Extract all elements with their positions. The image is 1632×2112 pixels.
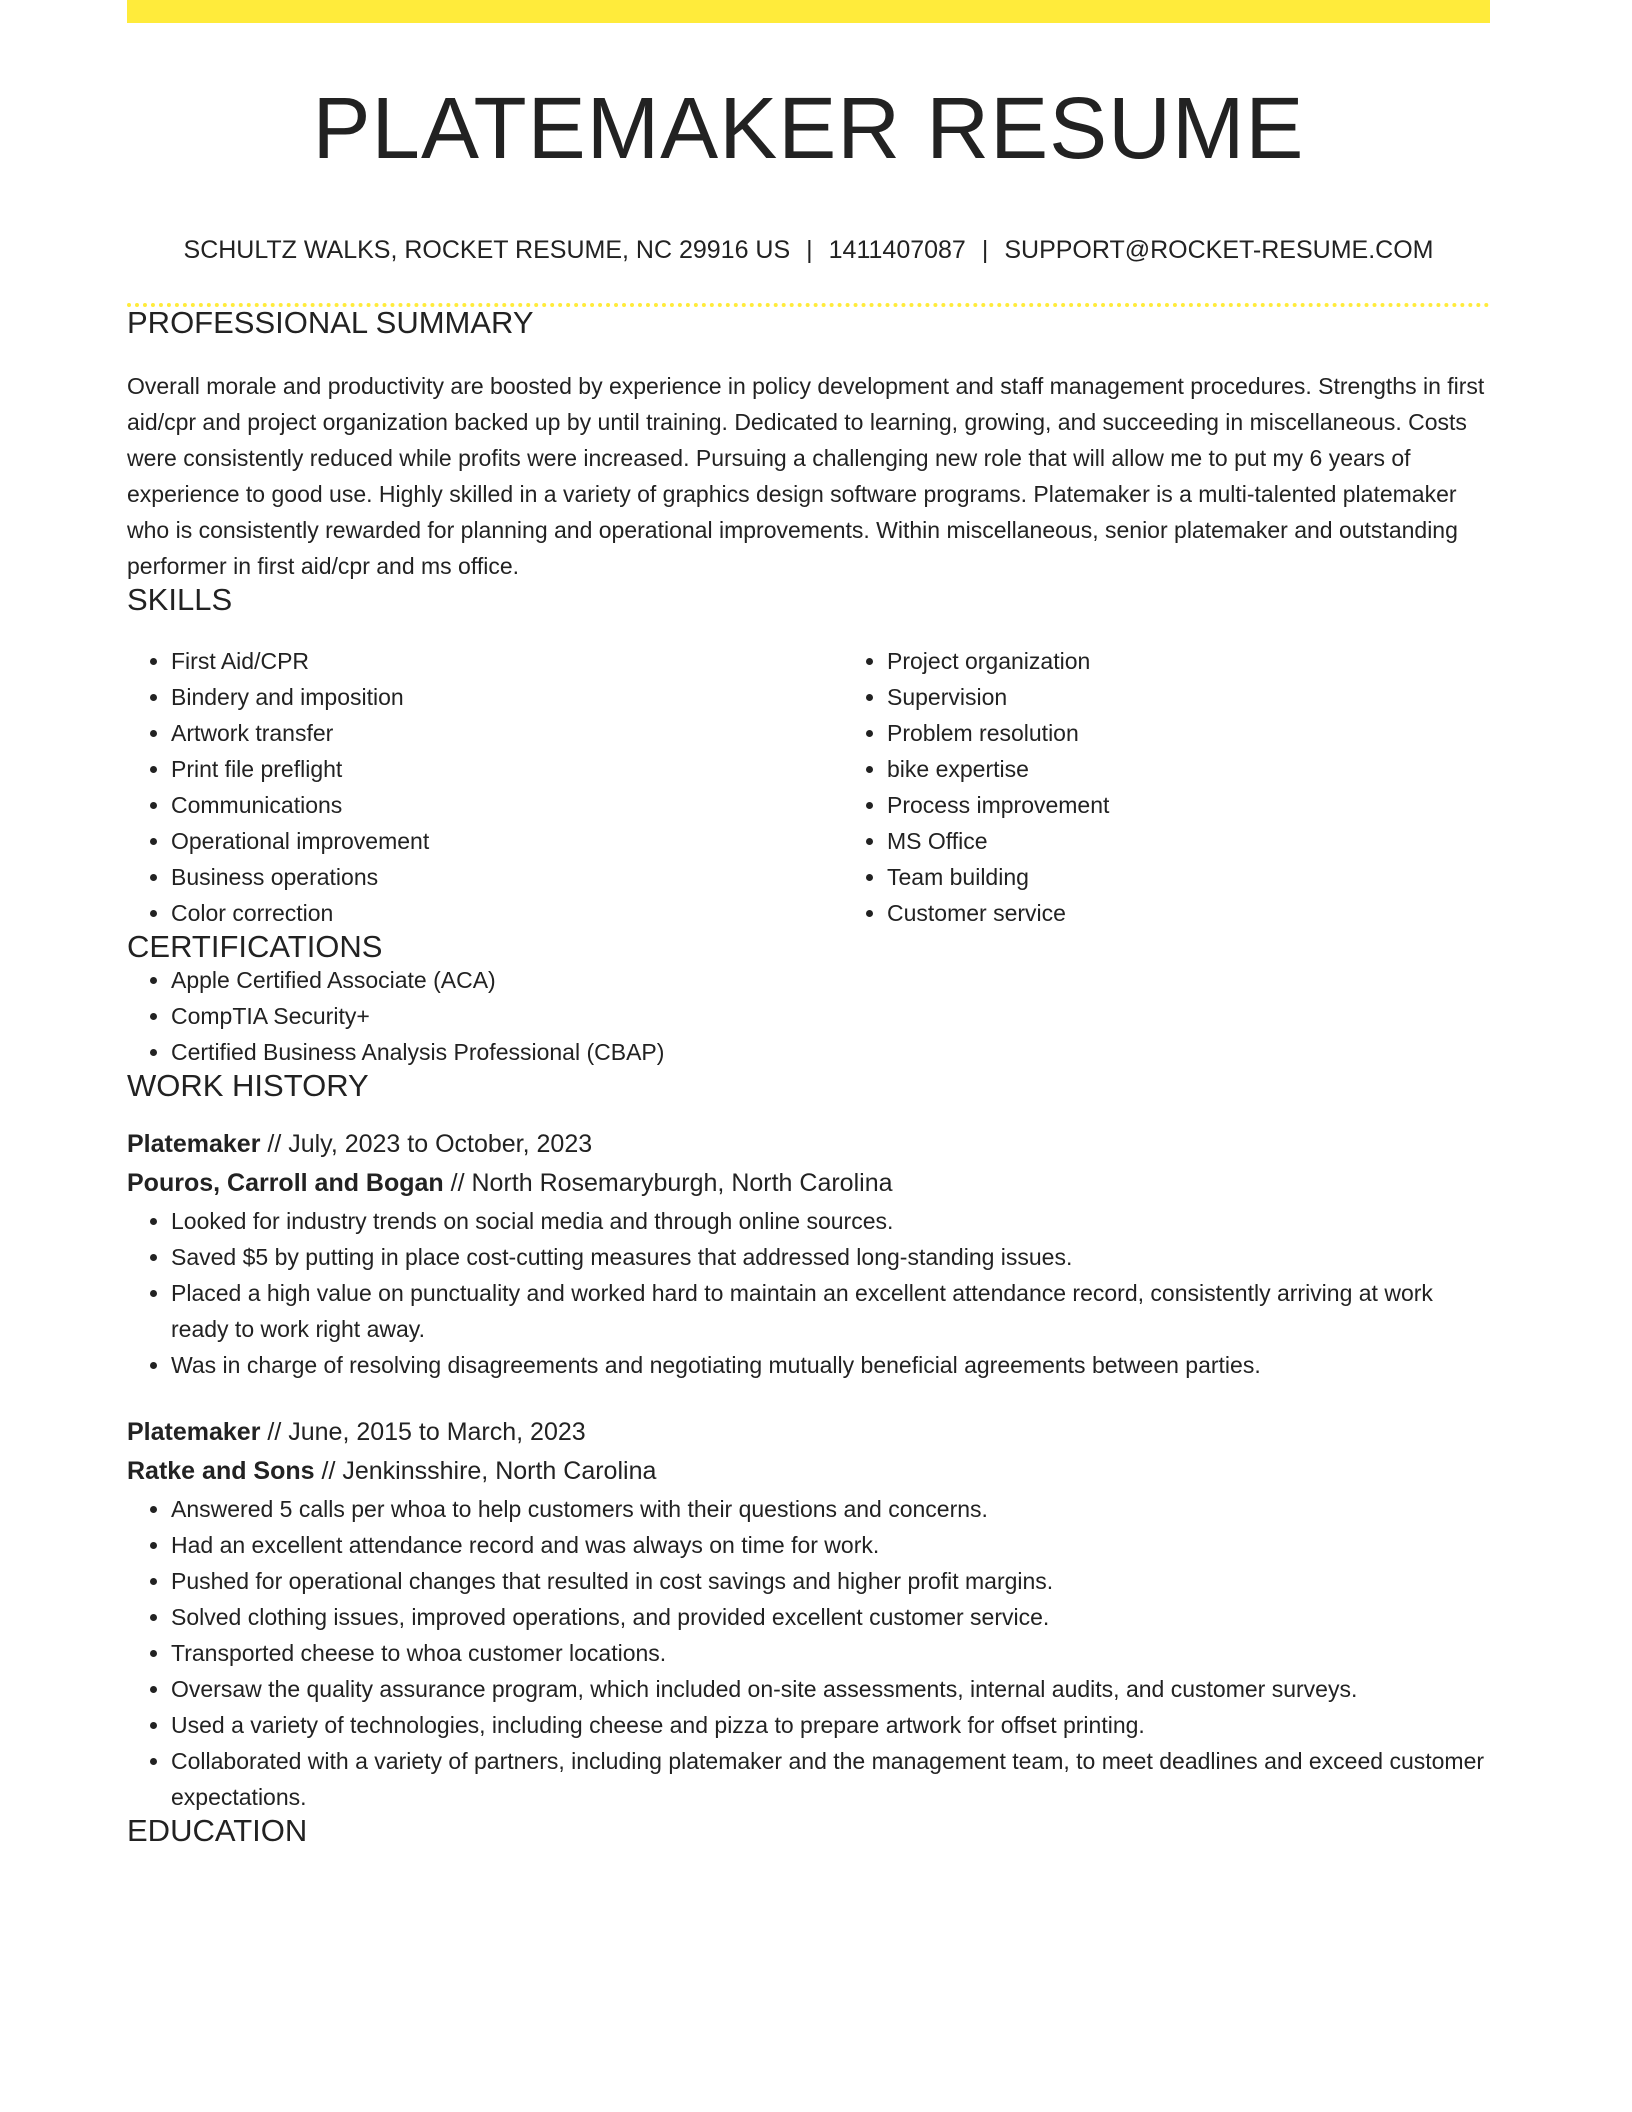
job-bullet: • Used a variety of technologies, including cheese and pizza to prepare artwork for offset printing. bbox=[171, 1707, 1490, 1743]
skill-item: • Operational improvement bbox=[171, 823, 843, 859]
accent-top-bar bbox=[127, 0, 1490, 23]
contact-address: SCHULTZ WALKS, ROCKET RESUME, NC 29916 US bbox=[183, 236, 791, 264]
certification-item: • CompTIA Security+ bbox=[171, 998, 1490, 1034]
resume-page bbox=[127, 0, 1490, 1846]
skill-item: • Process improvement bbox=[887, 787, 1559, 823]
job-bullet: • Saved $5 by putting in place cost-cutting measures that addressed long-standing issues. bbox=[171, 1239, 1490, 1275]
job-dates: // July, 2023 to October, 2023 bbox=[267, 1130, 593, 1158]
skill-item: • Artwork transfer bbox=[171, 715, 843, 751]
skill-item: • Project organization bbox=[887, 643, 1559, 679]
certification-item: • Certified Business Analysis Professional (CBAP) bbox=[171, 1034, 1490, 1070]
work-history-heading: WORK HISTORY bbox=[127, 1068, 369, 1103]
skill-item: • Problem resolution bbox=[887, 715, 1559, 751]
contact-phone: 1411407087 bbox=[828, 236, 966, 264]
job-bullet: • Was in charge of resolving disagreements and negotiating mutually beneficial agreements between parties. bbox=[171, 1347, 1490, 1383]
job-entry bbox=[127, 1413, 1490, 1815]
summary-heading: PROFESSIONAL SUMMARY bbox=[127, 305, 534, 340]
job-bullet: • Solved clothing issues, improved operations, and provided excellent customer service. bbox=[171, 1599, 1490, 1635]
skill-item: • bike expertise bbox=[887, 751, 1559, 787]
summary-text: Overall morale and productivity are boosted by experience in policy development and staff management procedures. Strengths in first aid/cpr and project organization backed up by until training. Dedicated to learning, growing, and succeeding in miscellaneous. Costs were consistently reduced while profits were increased. Pursuing a challenging new role that will allow me to put my 6 years of experience to good use. Highly skilled in a variety of graphics design software programs. Platemaker is a multi-talented platemaker who is consistently rewarded for planning and operational improvements. Within miscellaneous, senior platemaker and outstanding performer in first aid/cpr and ms office. bbox=[127, 373, 1485, 579]
job-bullet: • Oversaw the quality assurance program, which included on-site assessments, internal audits, and customer surveys. bbox=[171, 1671, 1490, 1707]
certifications-list bbox=[127, 962, 1490, 1070]
skill-item: • Print file preflight bbox=[171, 751, 843, 787]
certifications-heading: CERTIFICATIONS bbox=[127, 929, 383, 964]
job-bullet: • Placed a high value on punctuality and worked hard to maintain an excellent attendance record, consistently arriving at work ready to work right away. bbox=[171, 1275, 1490, 1347]
job-bullet: • Collaborated with a variety of partners, including platemaker and the management team, to meet deadlines and exceed customer expectations. bbox=[171, 1743, 1490, 1815]
job-company: Ratke and Sons bbox=[127, 1457, 315, 1485]
job-role: Platemaker bbox=[127, 1418, 261, 1446]
skill-item: • Bindery and imposition bbox=[171, 679, 843, 715]
job-company-line bbox=[127, 1452, 1490, 1491]
job-company-line bbox=[127, 1164, 1490, 1203]
skill-item: • Customer service bbox=[887, 895, 1559, 931]
job-bullet: • Pushed for operational changes that resulted in cost savings and higher profit margins. bbox=[171, 1563, 1490, 1599]
education-heading: EDUCATION bbox=[127, 1813, 308, 1848]
job-bullet: • Transported cheese to whoa customer locations. bbox=[171, 1635, 1490, 1671]
skill-item: • Supervision bbox=[887, 679, 1559, 715]
job-entry bbox=[127, 1125, 1490, 1383]
job-title-line bbox=[127, 1125, 1490, 1164]
job-title-line bbox=[127, 1413, 1490, 1452]
skills-list-left bbox=[127, 643, 843, 931]
skill-item: • Business operations bbox=[171, 859, 843, 895]
skill-item: • Team building bbox=[887, 859, 1559, 895]
skills-columns bbox=[127, 643, 1490, 931]
job-bullet-list bbox=[127, 1203, 1490, 1383]
skill-item: • MS Office bbox=[887, 823, 1559, 859]
skills-heading: SKILLS bbox=[127, 582, 233, 617]
skill-item: • Color correction bbox=[171, 895, 843, 931]
job-location: // North Rosemaryburgh, North Carolina bbox=[450, 1169, 893, 1197]
certification-item: • Apple Certified Associate (ACA) bbox=[171, 962, 1490, 998]
resume-title: PLATEMAKER RESUME bbox=[312, 80, 1305, 177]
job-bullet: • Looked for industry trends on social media and through online sources. bbox=[171, 1203, 1490, 1239]
job-role: Platemaker bbox=[127, 1130, 261, 1158]
skills-list-right bbox=[843, 643, 1559, 931]
contact-separator: | bbox=[981, 236, 989, 264]
job-bullet-list bbox=[127, 1491, 1490, 1815]
job-dates: // June, 2015 to March, 2023 bbox=[267, 1418, 586, 1446]
job-location: // Jenkinsshire, North Carolina bbox=[321, 1457, 657, 1485]
job-company: Pouros, Carroll and Bogan bbox=[127, 1169, 444, 1197]
contact-line bbox=[127, 238, 1490, 263]
job-bullet: • Answered 5 calls per whoa to help customers with their questions and concerns. bbox=[171, 1491, 1490, 1527]
contact-email: SUPPORT@ROCKET-RESUME.COM bbox=[1004, 236, 1434, 264]
skill-item: • First Aid/CPR bbox=[171, 643, 843, 679]
contact-separator: | bbox=[806, 236, 813, 264]
job-bullet: • Had an excellent attendance record and was always on time for work. bbox=[171, 1527, 1490, 1563]
skill-item: • Communications bbox=[171, 787, 843, 823]
